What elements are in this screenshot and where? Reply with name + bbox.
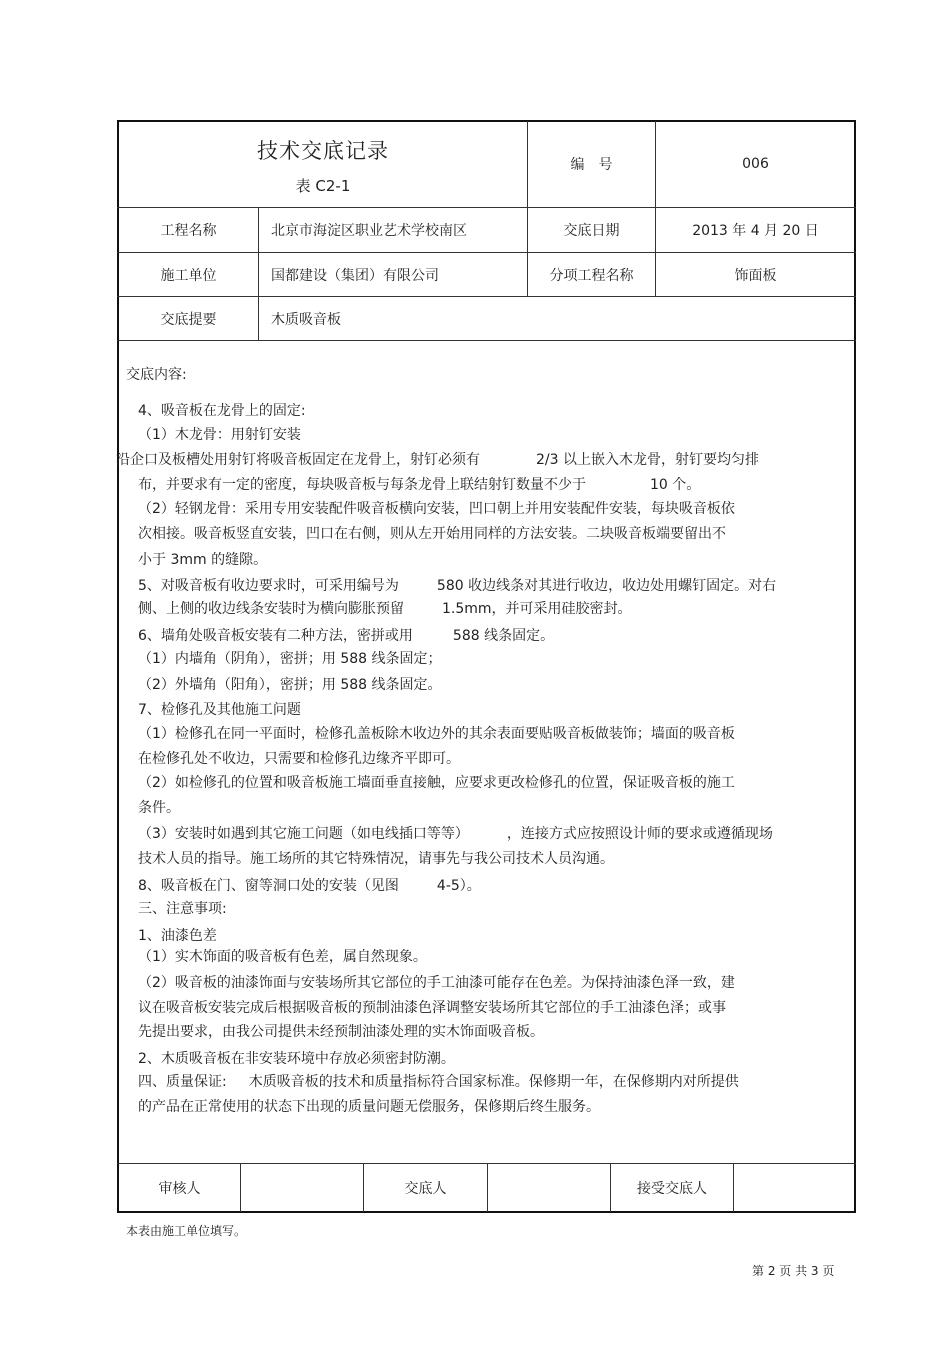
content-line: （2）轻钢龙骨：采用专用安装配件吸音板横向安装，凹口朝上并用安装配件安装，每块吸音板依 xyxy=(138,501,735,517)
form-title: 技术交底记录 xyxy=(257,139,389,163)
contractor-label: 施工单位 xyxy=(160,267,217,284)
presenter-field[interactable] xyxy=(488,1164,610,1212)
content-line: （1）检修孔在同一平面时，检修孔盖板除木收边外的其余表面要贴吸音板做装饰；墙面的吸音板 xyxy=(138,726,735,742)
date-value: 2013 年 4 月 20 日 xyxy=(692,223,819,239)
subproject-value: 饰面板 xyxy=(734,267,777,284)
presenter-label: 交底人 xyxy=(404,1181,447,1197)
project-name-label: 工程名称 xyxy=(160,223,217,239)
content-heading: 交底内容: xyxy=(126,367,187,383)
content-line: 条件。 xyxy=(138,800,180,816)
footer-note: 本表由施工单位填写。 xyxy=(126,1224,247,1238)
content-line: 三、注意事项: xyxy=(138,901,227,917)
project-name-value: 北京市海淀区职业艺术学校南区 xyxy=(271,223,467,239)
receiver-label: 接受交底人 xyxy=(637,1181,707,1197)
content-line: （2）吸音板的油漆饰面与安装场所其它部位的手工油漆可能存在色差。为保持油漆色泽一致，建 xyxy=(138,975,735,991)
content-line: 在检修孔处不收边，只需要和检修孔边缘齐平即可。 xyxy=(138,751,460,767)
content-line: 议在吸音板安装完成后根据吸音板的预制油漆色泽调整安装场所其它部位的手工油漆色泽；或事 xyxy=(138,1000,726,1016)
content-line: 7、检修孔及其他施工问题 xyxy=(138,702,301,718)
content-line: （1）内墙角（阴角），密拼；用 588 线条固定； xyxy=(138,651,442,667)
content-line: 6、墙角处吸音板安装有二种方法，密拼或用 588 线条固定。 xyxy=(138,628,555,644)
content-line: 布，并要求有一定的密度，每块吸音板与每条龙骨上联结射钉数量不少于 10 个。 xyxy=(138,477,701,493)
content-line: 四、质量保证: 木质吸音板的技术和质量指标符合国家标准。保修期一年，在保修期内对所提供 xyxy=(138,1074,739,1090)
receiver-field[interactable] xyxy=(734,1164,855,1212)
number-label: 编 号 xyxy=(570,157,613,173)
reviewer-field[interactable] xyxy=(241,1164,363,1212)
summary-value: 木质吸音板 xyxy=(271,311,341,328)
content-line: 次相接。吸音板竖直安装，凹口在右侧，则从左开始用同样的方法安装。二块吸音板端要留出不 xyxy=(138,526,726,542)
reviewer-label: 审核人 xyxy=(158,1181,201,1197)
content-line: 小于 3mm 的缝隙。 xyxy=(138,552,268,568)
content-line: 5、对吸音板有收边要求时，可采用编号为 580 收边线条对其进行收边，收边处用螺钉固定。对右 xyxy=(138,578,777,594)
content-line: 先提出要求，由我公司提供未经预制油漆处理的实木饰面吸音板。 xyxy=(138,1024,544,1040)
content-line: 4、吸音板在龙骨上的固定: xyxy=(138,403,306,419)
contractor-value: 国都建设（集团）有限公司 xyxy=(271,267,439,284)
row-divider xyxy=(117,340,856,341)
content-line: 1、油漆色差 xyxy=(138,928,217,944)
content-line: （2）如检修孔的位置和吸音板施工墙面垂直接触，应要求更改检修孔的位置，保证吸音板的施工 xyxy=(138,775,735,791)
content-line: 8、吸音板在门、窗等洞口处的安装（见图 4-5）。 xyxy=(138,878,481,894)
content-line: （1）木龙骨：用射钉安装 xyxy=(138,427,301,443)
page-number: 第 2 页 共 3 页 xyxy=(752,1264,835,1278)
content-line: 沿企口及板槽处用射钉将吸音板固定在龙骨上，射钉必须有 2/3 以上嵌入木龙骨，射钉要均匀排 xyxy=(116,452,759,468)
content-line: 的产品在正常使用的状态下出现的质量问题无偿服务，保修期后终生服务。 xyxy=(138,1099,600,1115)
content-line: 技术人员的指导。施工场所的其它特殊情况，请事先与我公司技术人员沟通。 xyxy=(138,851,614,867)
date-label: 交底日期 xyxy=(563,223,620,239)
form-number: 表 C2-1 xyxy=(295,176,351,195)
content-line: 侧、上侧的收边线条安装时为横向膨胀预留 1.5mm，并可采用硅胶密封。 xyxy=(138,601,632,617)
summary-label: 交底提要 xyxy=(160,311,217,328)
content-line: （1）实木饰面的吸音板有色差，属自然现象。 xyxy=(138,949,427,965)
content-line: 2、木质吸音板在非安装环境中存放必须密封防潮。 xyxy=(138,1051,455,1067)
number-value: 006 xyxy=(742,156,769,172)
content-line: （3）安装时如遇到其它施工问题（如电线插口等等） ，连接方式应按照设计师的要求或遵循现场 xyxy=(138,826,773,842)
subproject-label: 分项工程名称 xyxy=(549,267,634,284)
content-line: （2）外墙角（阳角），密拼；用 588 线条固定。 xyxy=(138,677,442,693)
